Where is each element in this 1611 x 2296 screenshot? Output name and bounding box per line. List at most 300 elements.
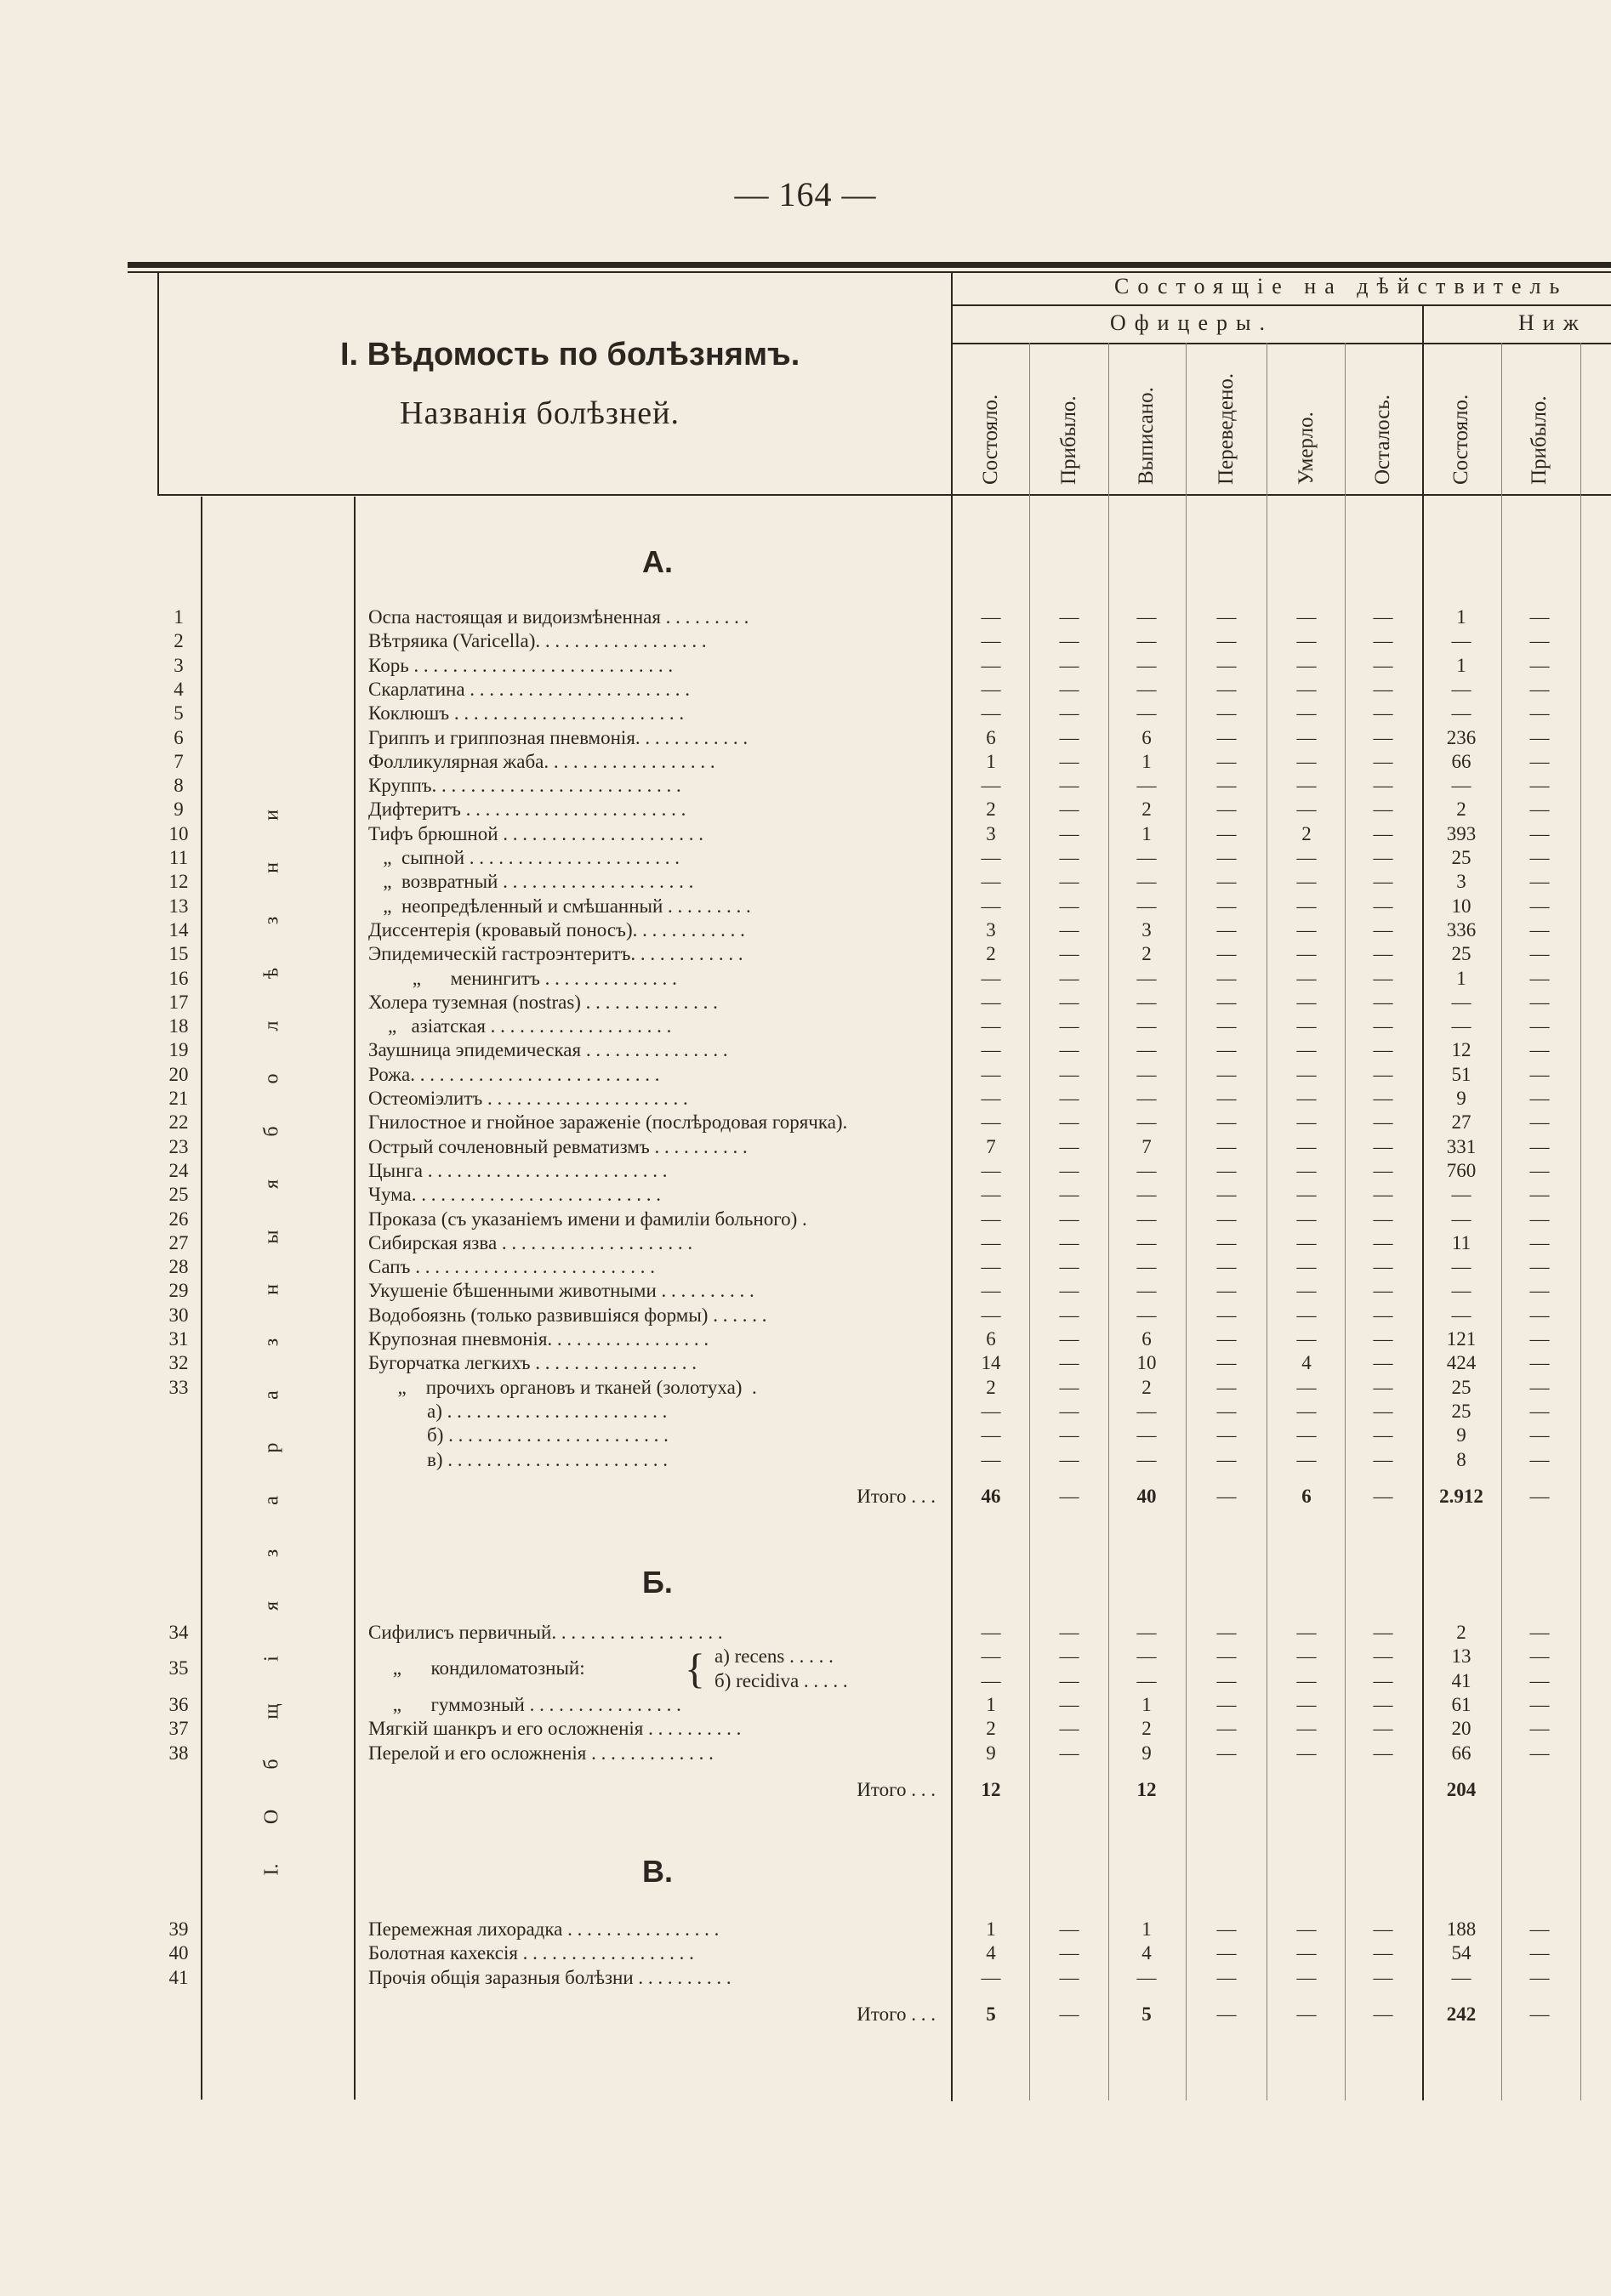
table-cell: — bbox=[1296, 1693, 1317, 1715]
row-number: 16 bbox=[168, 967, 189, 989]
row-number: 30 bbox=[168, 1304, 189, 1326]
table-cell: — bbox=[1296, 943, 1317, 965]
section-letter: В. bbox=[642, 1854, 673, 1889]
table-row bbox=[153, 1941, 1608, 1965]
table-cell: 9 bbox=[1141, 1742, 1152, 1764]
table-cell: — bbox=[1216, 847, 1237, 868]
table-cell: 4 bbox=[1301, 1352, 1312, 1374]
table-cell: — bbox=[1216, 606, 1237, 628]
table-cell: — bbox=[1216, 1669, 1237, 1691]
row-number: 3 bbox=[174, 654, 184, 676]
table-cell: — bbox=[981, 871, 1001, 893]
table-cell: — bbox=[1373, 1208, 1393, 1230]
table-cell: — bbox=[1529, 991, 1550, 1013]
table-cell: — bbox=[1373, 1159, 1393, 1181]
table-cell: — bbox=[1296, 726, 1317, 748]
disease-name: „ сыпной . . . . . . . . . . . . . . . . . . . . . . bbox=[368, 847, 680, 868]
table-cell: — bbox=[1059, 1039, 1079, 1061]
total-cell: 2.912 bbox=[1439, 1485, 1483, 1507]
total-cell: 5 bbox=[986, 2003, 996, 2025]
table-cell: — bbox=[1216, 1742, 1237, 1764]
table-cell: — bbox=[1136, 1111, 1157, 1134]
table-cell: — bbox=[1216, 1231, 1237, 1253]
table-cell: — bbox=[981, 654, 1001, 676]
table-cell: — bbox=[1059, 798, 1079, 821]
table-cell: — bbox=[1136, 678, 1157, 700]
table-cell: — bbox=[1136, 1645, 1157, 1668]
row-number: 13 bbox=[168, 895, 189, 917]
group-header-officers: Офицеры. bbox=[1110, 310, 1273, 335]
table-cell: — bbox=[1216, 1448, 1237, 1470]
table-cell: 1 bbox=[1456, 606, 1466, 628]
header-bottom-rule bbox=[157, 494, 1611, 496]
table-row bbox=[153, 967, 1608, 991]
table-cell: — bbox=[1216, 991, 1237, 1013]
table-cell: — bbox=[1373, 1328, 1393, 1350]
table-cell: 9 bbox=[1456, 1424, 1466, 1446]
table-cell: — bbox=[1216, 1942, 1237, 1964]
table-cell: — bbox=[1529, 1184, 1550, 1206]
side-label-char: ѣ bbox=[260, 967, 283, 980]
disease-name: „ возвратный . . . . . . . . . . . . . . . . . . . . bbox=[368, 871, 694, 893]
table-cell: 424 bbox=[1446, 1352, 1477, 1374]
total-cell: 6 bbox=[1301, 1485, 1312, 1507]
table-cell: 12 bbox=[1451, 1039, 1472, 1061]
table-cell: 236 bbox=[1446, 726, 1477, 748]
total-label: Итого . . . bbox=[857, 1485, 936, 1507]
table-cell: — bbox=[1529, 1280, 1550, 1302]
total-cell: 5 bbox=[1141, 2003, 1152, 2025]
table-cell: 1 bbox=[986, 1693, 996, 1715]
table-cell: — bbox=[1059, 1669, 1079, 1691]
table-cell: — bbox=[1529, 918, 1550, 941]
total-cell: — bbox=[1059, 1485, 1079, 1507]
table-row bbox=[153, 750, 1608, 774]
table-cell: — bbox=[1451, 1304, 1472, 1326]
row-number: 19 bbox=[168, 1039, 189, 1061]
table-cell: — bbox=[1296, 750, 1317, 772]
disease-name: Скарлатина . . . . . . . . . . . . . . . . . . . . . . . bbox=[368, 678, 691, 700]
table-cell: — bbox=[1296, 606, 1317, 628]
disease-name: Перемежная лихорадка . . . . . . . . . . . . . . . . bbox=[368, 1918, 720, 1940]
side-label-char: і bbox=[260, 1656, 283, 1662]
table-cell: — bbox=[1136, 895, 1157, 917]
table-cell: 1 bbox=[1141, 1693, 1152, 1715]
table-cell: — bbox=[1529, 726, 1550, 748]
table-cell: — bbox=[981, 847, 1001, 868]
total-label: Итого . . . bbox=[857, 2003, 936, 2025]
table-cell: 11 bbox=[1451, 1231, 1472, 1253]
table-row bbox=[153, 1351, 1608, 1375]
table-cell: — bbox=[1296, 1231, 1317, 1253]
table-row bbox=[153, 1208, 1608, 1231]
table-cell: 336 bbox=[1446, 918, 1477, 941]
row-number: 20 bbox=[168, 1063, 189, 1085]
table-cell: 2 bbox=[1301, 822, 1312, 844]
row-number: 2 bbox=[174, 630, 184, 652]
row-number: 12 bbox=[168, 871, 189, 893]
table-cell: — bbox=[1296, 1742, 1317, 1764]
table-cell: — bbox=[1373, 1645, 1393, 1668]
table-cell: — bbox=[1059, 750, 1079, 772]
disease-name: Чума. . . . . . . . . . . . . . . . . . . . . . . . . . bbox=[368, 1184, 662, 1206]
table-cell: — bbox=[1216, 1966, 1237, 1988]
row-number: 40 bbox=[168, 1942, 189, 1964]
table-cell: 10 bbox=[1451, 895, 1472, 917]
table-cell: — bbox=[981, 1184, 1001, 1206]
row-number: 39 bbox=[168, 1918, 189, 1940]
table-cell: — bbox=[1059, 678, 1079, 700]
table-cell: — bbox=[1373, 1918, 1393, 1940]
disease-name: Прочія общія заразныя болѣзни . . . . . . . . . . bbox=[368, 1966, 731, 1988]
table-cell: — bbox=[1373, 871, 1393, 893]
table-cell: — bbox=[1059, 775, 1079, 797]
table-cell: — bbox=[1136, 1280, 1157, 1302]
table-cell: — bbox=[1529, 654, 1550, 676]
table-cell: — bbox=[1373, 822, 1393, 844]
side-label-char: л bbox=[260, 1020, 283, 1031]
table-cell: — bbox=[1216, 1328, 1237, 1350]
table-cell: — bbox=[1216, 798, 1237, 821]
table-cell: — bbox=[1216, 1352, 1237, 1374]
table-row bbox=[153, 798, 1608, 821]
table-cell: — bbox=[1216, 678, 1237, 700]
table-cell: — bbox=[1216, 1693, 1237, 1715]
table-row bbox=[153, 1063, 1608, 1087]
table-cell: — bbox=[1136, 847, 1157, 868]
side-label-char: н bbox=[260, 1284, 283, 1295]
total-cell: 46 bbox=[981, 1485, 1001, 1507]
column-header: Выписано. bbox=[1135, 387, 1158, 485]
table-cell: — bbox=[1216, 967, 1237, 989]
top-rule-thick bbox=[128, 262, 1611, 268]
table-cell: — bbox=[1136, 1015, 1157, 1037]
table-row bbox=[153, 1159, 1608, 1183]
table-cell: — bbox=[1296, 1015, 1317, 1037]
table-row bbox=[153, 1376, 1608, 1400]
table-cell: — bbox=[1136, 1231, 1157, 1253]
table-cell: — bbox=[1373, 1184, 1393, 1206]
table-cell: 66 bbox=[1451, 750, 1472, 772]
table-cell: — bbox=[1059, 967, 1079, 989]
disease-name: Фолликулярная жаба. . . . . . . . . . . . . . . . . . bbox=[368, 750, 715, 772]
table-cell: — bbox=[1059, 1304, 1079, 1326]
table-cell: — bbox=[981, 1280, 1001, 1302]
table-cell: — bbox=[1529, 1693, 1550, 1715]
table-row bbox=[153, 822, 1608, 846]
table-cell: — bbox=[1296, 1304, 1317, 1326]
table-row bbox=[153, 1693, 1608, 1717]
top-rule-thin bbox=[128, 271, 1611, 273]
table-cell: — bbox=[1136, 1622, 1157, 1643]
disease-name: Заушница эпидемическая . . . . . . . . . . . . . . . bbox=[368, 1039, 728, 1061]
table-cell: 4 bbox=[986, 1942, 996, 1964]
table-cell: 4 bbox=[1141, 1942, 1152, 1964]
table-cell: — bbox=[1373, 630, 1393, 652]
table-cell: — bbox=[1373, 678, 1393, 700]
table-cell: 10 bbox=[1136, 1352, 1157, 1374]
table-cell: — bbox=[1136, 1448, 1157, 1470]
total-cell: — bbox=[1529, 1485, 1550, 1507]
column-header: Состояло. bbox=[1449, 394, 1472, 485]
table-cell: — bbox=[1216, 726, 1237, 748]
table-cell: — bbox=[1529, 967, 1550, 989]
table-cell: — bbox=[1059, 1966, 1079, 1988]
disease-name: Перелой и его осложненія . . . . . . . . . . . . . bbox=[368, 1742, 714, 1764]
table-cell: — bbox=[1216, 654, 1237, 676]
table-cell: — bbox=[1059, 1135, 1079, 1157]
table-cell: — bbox=[1059, 1693, 1079, 1715]
disease-name: Бугорчатка легкихъ . . . . . . . . . . . . . . . . . bbox=[368, 1352, 697, 1374]
table-cell: — bbox=[1373, 654, 1393, 676]
disease-name: „ прочихъ органовъ и тканей (золотуха) . bbox=[368, 1376, 757, 1398]
disease-name: Укушеніе бѣшенными животными . . . . . . . . . . bbox=[368, 1280, 754, 1302]
table-cell: — bbox=[1216, 1304, 1237, 1326]
table-cell: — bbox=[1296, 1622, 1317, 1643]
table-cell: — bbox=[1136, 967, 1157, 989]
column-header: Состояло. bbox=[979, 394, 1002, 485]
table-cell: — bbox=[1216, 1111, 1237, 1134]
table-cell: — bbox=[1059, 606, 1079, 628]
table-cell: — bbox=[981, 1622, 1001, 1643]
table-cell: 7 bbox=[1141, 1135, 1152, 1157]
table-cell: — bbox=[1529, 1159, 1550, 1181]
table-cell: — bbox=[1059, 943, 1079, 965]
table-row bbox=[153, 726, 1608, 750]
table-cell: — bbox=[981, 967, 1001, 989]
table-cell: — bbox=[1529, 1256, 1550, 1278]
disease-name: „ азіатская . . . . . . . . . . . . . . . . . . . bbox=[368, 1015, 672, 1037]
brace: { bbox=[685, 1645, 705, 1693]
table-cell: — bbox=[1216, 871, 1237, 893]
side-label-char: а bbox=[260, 1496, 283, 1505]
table-cell: — bbox=[981, 1231, 1001, 1253]
table-cell: — bbox=[1216, 822, 1237, 844]
table-row bbox=[153, 1087, 1608, 1111]
table-cell: — bbox=[1296, 1039, 1317, 1061]
table-cell: — bbox=[1296, 895, 1317, 917]
table-cell: — bbox=[1059, 1159, 1079, 1181]
table-cell: — bbox=[1529, 1448, 1550, 1470]
total-cell: 242 bbox=[1446, 2003, 1477, 2025]
table-cell: — bbox=[1059, 1015, 1079, 1037]
row-number: 8 bbox=[174, 775, 184, 797]
row-number: 22 bbox=[168, 1111, 189, 1134]
table-cell: — bbox=[1216, 1376, 1237, 1398]
sub-variant: а) recens . . . . . bbox=[714, 1645, 834, 1668]
table-cell: — bbox=[1059, 1184, 1079, 1206]
table-row bbox=[153, 1014, 1608, 1038]
disease-name: Болотная кахексія . . . . . . . . . . . . . . . . . . bbox=[368, 1942, 694, 1964]
table-row bbox=[153, 870, 1608, 894]
table-cell: — bbox=[1529, 822, 1550, 844]
table-cell: — bbox=[1373, 1966, 1393, 1988]
table-cell: — bbox=[1529, 895, 1550, 917]
disease-name: Остеоміэлитъ . . . . . . . . . . . . . . . . . . . . . bbox=[368, 1088, 688, 1109]
table-cell: — bbox=[1529, 1942, 1550, 1964]
table-cell: — bbox=[1059, 918, 1079, 941]
row-number: 5 bbox=[174, 702, 184, 725]
group-header-lower: Ниж bbox=[1518, 310, 1587, 335]
table-cell: — bbox=[1373, 967, 1393, 989]
table-cell: — bbox=[1529, 1208, 1550, 1230]
table-row bbox=[153, 1918, 1608, 1941]
table-cell: — bbox=[981, 1645, 1001, 1668]
table-cell: — bbox=[1296, 918, 1317, 941]
table-cell: — bbox=[1373, 895, 1393, 917]
table-cell: 2 bbox=[1456, 798, 1466, 821]
disease-name: Крупозная пневмонія. . . . . . . . . . . . . . . . . bbox=[368, 1328, 709, 1350]
table-cell: — bbox=[1136, 991, 1157, 1013]
table-left-border bbox=[157, 273, 159, 494]
table-cell: — bbox=[1296, 871, 1317, 893]
table-cell: — bbox=[1059, 1376, 1079, 1398]
table-cell: — bbox=[1529, 798, 1550, 821]
total-cell: — bbox=[1059, 2003, 1079, 2025]
table-cell: — bbox=[1136, 1304, 1157, 1326]
table-cell: — bbox=[1529, 943, 1550, 965]
row-number: 6 bbox=[174, 726, 184, 748]
table-cell: — bbox=[1529, 1039, 1550, 1061]
table-cell: — bbox=[1136, 702, 1157, 725]
table-cell: — bbox=[1296, 654, 1317, 676]
table-cell: — bbox=[1373, 1352, 1393, 1374]
table-row bbox=[153, 1448, 1608, 1472]
table-row bbox=[153, 1742, 1608, 1765]
table-cell: — bbox=[1296, 1135, 1317, 1157]
table-cell: 393 bbox=[1446, 822, 1477, 844]
table-cell: — bbox=[1059, 822, 1079, 844]
table-cell: 20 bbox=[1451, 1718, 1472, 1740]
table-cell: 2 bbox=[1456, 1622, 1466, 1643]
row-number: 18 bbox=[168, 1015, 189, 1037]
table-cell: — bbox=[1059, 1918, 1079, 1940]
table-cell: — bbox=[1529, 1231, 1550, 1253]
disease-name: Круппъ. . . . . . . . . . . . . . . . . . . . . . . . . . bbox=[368, 775, 681, 797]
table-cell: — bbox=[1136, 1208, 1157, 1230]
row-number: 7 bbox=[174, 750, 184, 772]
table-cell: — bbox=[1529, 1376, 1550, 1398]
table-row bbox=[153, 942, 1608, 966]
table-cell: 2 bbox=[986, 1718, 996, 1740]
table-cell: — bbox=[1136, 1088, 1157, 1109]
row-number: 34 bbox=[168, 1622, 189, 1643]
total-cell: — bbox=[1373, 1485, 1393, 1507]
table-cell: — bbox=[1373, 726, 1393, 748]
table-cell: — bbox=[1216, 895, 1237, 917]
row-number: 10 bbox=[168, 822, 189, 844]
total-cell: — bbox=[1216, 1485, 1237, 1507]
table-cell: — bbox=[1373, 1376, 1393, 1398]
row-number: 29 bbox=[168, 1280, 189, 1302]
disease-name: Острый сочленовный ревматизмъ . . . . . . . . . . bbox=[368, 1135, 748, 1157]
table-cell: — bbox=[1059, 871, 1079, 893]
table-row bbox=[153, 1717, 1608, 1741]
table-cell: — bbox=[1373, 1063, 1393, 1085]
table-cell: 9 bbox=[1456, 1088, 1466, 1109]
table-cell: — bbox=[1296, 1111, 1317, 1134]
table-row bbox=[153, 629, 1608, 653]
table-cell: — bbox=[1296, 1966, 1317, 1988]
table-cell: — bbox=[1529, 1015, 1550, 1037]
table-cell: — bbox=[1216, 1918, 1237, 1940]
table-cell: — bbox=[1373, 606, 1393, 628]
table-cell: — bbox=[981, 1039, 1001, 1061]
table-cell: — bbox=[1136, 1256, 1157, 1278]
table-cell: — bbox=[981, 1015, 1001, 1037]
table-cell: — bbox=[1059, 847, 1079, 868]
table-cell: — bbox=[1216, 1039, 1237, 1061]
table-cell: — bbox=[1059, 1942, 1079, 1964]
table-row bbox=[153, 1038, 1608, 1062]
table-cell: — bbox=[1216, 1015, 1237, 1037]
table-cell: — bbox=[981, 1448, 1001, 1470]
table-cell: — bbox=[1373, 1256, 1393, 1278]
side-label-char: I. bbox=[260, 1863, 283, 1876]
column-header: Прибыло. bbox=[1528, 395, 1551, 485]
table-cell: — bbox=[1216, 1622, 1237, 1643]
side-label-char: ы bbox=[260, 1230, 283, 1244]
table-cell: — bbox=[1296, 1376, 1317, 1398]
table-cell: — bbox=[1373, 1280, 1393, 1302]
side-label-char: з bbox=[260, 1549, 283, 1558]
table-cell: — bbox=[1059, 1352, 1079, 1374]
table-cell: — bbox=[1373, 1693, 1393, 1715]
table-cell: — bbox=[1136, 1669, 1157, 1691]
table-cell: — bbox=[1059, 1280, 1079, 1302]
table-cell: 25 bbox=[1451, 1400, 1472, 1422]
table-cell: — bbox=[1296, 1448, 1317, 1470]
table-cell: 1 bbox=[1141, 1918, 1152, 1940]
table-cell: — bbox=[1373, 1111, 1393, 1134]
table-cell: — bbox=[1216, 1718, 1237, 1740]
table-cell: — bbox=[1529, 750, 1550, 772]
table-row bbox=[153, 1645, 1608, 1693]
table-cell: — bbox=[1296, 775, 1317, 797]
table-cell: — bbox=[1059, 991, 1079, 1013]
table-cell: 6 bbox=[1141, 1328, 1152, 1350]
table-cell: 1 bbox=[986, 750, 996, 772]
table-cell: 51 bbox=[1451, 1063, 1472, 1085]
table-cell: — bbox=[1296, 1280, 1317, 1302]
table-row bbox=[153, 1424, 1608, 1447]
table-cell: — bbox=[1529, 1135, 1550, 1157]
table-row bbox=[153, 1135, 1608, 1159]
table-cell: — bbox=[1136, 1184, 1157, 1206]
side-label-char: щ bbox=[260, 1703, 283, 1719]
table-cell: — bbox=[1216, 1159, 1237, 1181]
table-cell: — bbox=[1216, 702, 1237, 725]
column-header: Переведено. bbox=[1215, 372, 1238, 485]
table-cell: 7 bbox=[986, 1135, 996, 1157]
table-cell: 1 bbox=[986, 1918, 996, 1940]
row-number: 33 bbox=[168, 1376, 189, 1398]
table-cell: — bbox=[1373, 798, 1393, 821]
table-cell: 3 bbox=[986, 822, 996, 844]
table-cell: — bbox=[1136, 1400, 1157, 1422]
table-cell: — bbox=[1216, 1280, 1237, 1302]
row-number: 25 bbox=[168, 1184, 189, 1206]
side-label-char: н bbox=[260, 862, 283, 873]
table-cell: — bbox=[981, 1424, 1001, 1446]
table-cell: — bbox=[1296, 798, 1317, 821]
table-cell: 1 bbox=[1141, 822, 1152, 844]
table-cell: — bbox=[1296, 1669, 1317, 1691]
table-cell: — bbox=[1216, 1400, 1237, 1422]
table-cell: — bbox=[1373, 991, 1393, 1013]
table-row bbox=[153, 678, 1608, 702]
side-label-char: з bbox=[260, 916, 283, 925]
